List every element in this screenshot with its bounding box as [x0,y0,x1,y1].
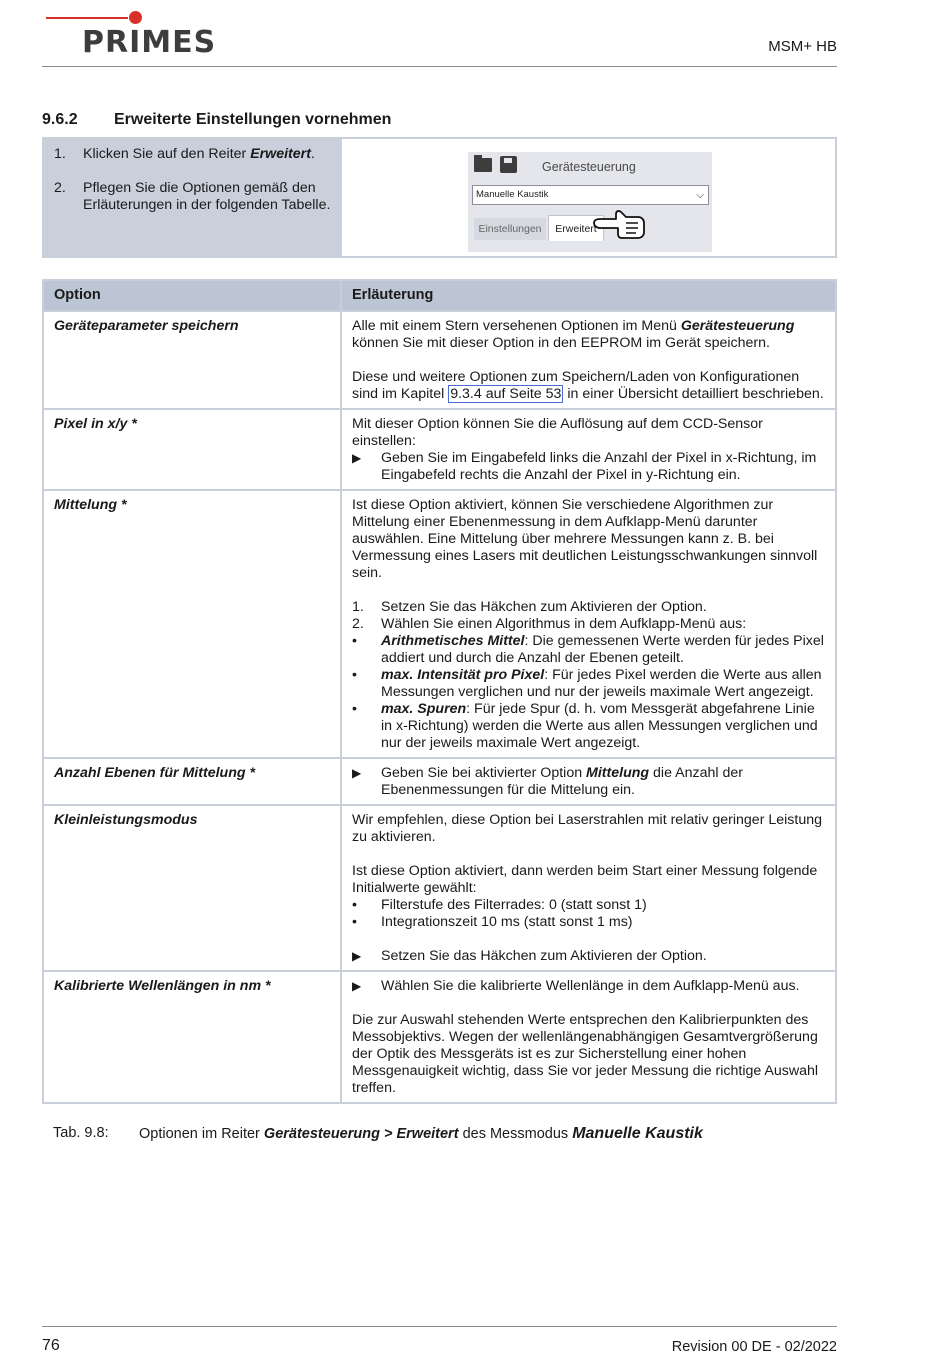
options-table [42,279,837,1104]
page-number: 76 [42,1337,60,1354]
instruction-box [42,137,837,258]
page-header [42,0,837,68]
instruction-step-1: 1. Klicken Sie auf den Reiter Erweitert. [54,146,315,162]
action-arrow-icon: ▶ [352,979,362,993]
bullet-item: • max. Intensität pro Pixel: Für jedes Pixel werden die Werte aus allen Messungen verglichen und nur der jeweils maximale Wert angezeigt. [352,667,822,700]
screenshot-panel [342,139,835,256]
chapter-link[interactable]: 9.3.4 auf Seite 53 [450,386,562,402]
section-number: 9.6.2 [42,111,78,128]
option-name: Kleinleistungsmodus [43,805,341,971]
bullet-item: • max. Spuren: Für jede Spur (d. h. vom Messgerät abgefahrene Linie in x-Richtung) werden die Werte aus allen Messungen verglichen und nur der jeweils maximale Wert angezeigt. [352,701,818,751]
bullet-item: • Integrationszeit 10 ms (statt sonst 1 ms) [352,914,633,930]
numbered-step: 2. Wählen Sie einen Algorithmus in dem Aufklapp-Menü aus: [352,616,747,632]
header-divider [42,66,837,67]
action-arrow-icon: ▶ [352,949,362,963]
tab-settings[interactable]: Einstellungen [474,218,546,240]
option-name: Kalibrierte Wellenlängen in nm * [43,971,341,1103]
option-explanation: ▶ Wählen Sie die kalibrierte Wellenlänge in dem Aufklapp-Menü aus. Die zur Auswahl stehenden Werte entsprechen den Kalibrierpunkten des Messobjektivs. Wegen der wellenlängenabhängigen Gesamtvergrößerung der Optik des Messgeräts ist es zur Sicherstellung einer hohen Messgenauigkeit wichtig, dass Sie vor jeder Messung die richtige Auswahl treffen. [341,971,836,1103]
device-control-title: Gerätesteuerung [542,160,636,174]
revision-info: Revision 00 DE - 02/2022 [671,1339,837,1355]
option-explanation [341,758,836,805]
action-arrow-icon: ▶ [352,451,362,465]
table-row [43,311,836,409]
product-name: MSM+ HB [768,38,837,55]
action-item: ▶ Wählen Sie die kalibrierte Wellenlänge in dem Aufklapp-Menü aus. [352,978,800,994]
logo-dot-icon [129,11,142,24]
instruction-steps [44,139,342,256]
table-row [43,758,836,805]
option-name: Pixel in x/y * [43,409,341,490]
logo-text: PRIMES [82,25,217,60]
table-row [43,409,836,490]
caption-label: Tab. 9.8: [53,1125,109,1141]
primes-logo [46,8,226,58]
measurement-mode-select[interactable]: Manuelle Kaustik ⌵ [472,185,709,205]
option-name: Geräteparameter speichern [43,311,341,409]
bullet-icon: • [352,701,357,717]
table-row [43,971,836,1103]
save-icon[interactable] [500,156,517,173]
instruction-step-2: 2. Pflegen Sie die Optionen gemäß den Erläuterungen in der folgenden Tabelle. [54,180,331,213]
table-row [43,490,836,758]
bullet-icon: • [352,914,357,930]
action-item: ▶ Geben Sie im Eingabefeld links die Anzahl der Pixel in x-Richtung, im Eingabefeld rechts die Anzahl der Pixel in y-Richtung ein. [352,450,817,483]
section-title [42,111,391,128]
action-arrow-icon: ▶ [352,766,362,780]
chevron-down-icon: ⌵ [696,190,704,201]
bullet-item: • Arithmetisches Mittel: Die gemessenen Werte werden für jedes Pixel addiert und durch die Anzahl der Ebenen geteilt. [352,633,824,666]
tab-name-emphasis: Erweitert [250,146,311,162]
option-explanation: Ist diese Option aktiviert, können Sie verschiedene Algorithmen zur Mittelung einer Ebenenmessung in dem Aufklapp-Menü darunter auswählen. Eine Mittelung über mehrere Messungen kann z. B. bei Vermessung eines Lasers mit deutlichen Leistungsschwankungen sinnvoll sein. 1. Setzen Sie das Häkchen zum Aktivieren der Option. 2. Wählen Sie einen Algorithmus in dem Aufklapp-Menü aus: • Arithmetisches Mittel: Die gemessenen Werte werden für jedes Pixel addiert und durch die Anzahl der Ebenen geteilt. • max. Intensität pro Pixel: Für jedes Pixel werden die Werte aus allen Messungen verglichen und nur der jeweils maximale Wert angezeigt. • max. Spuren: Für jede Spur (d. h. vom Messgerät abgefahrene Linie in x-Richtung) werden die Werte aus allen Messungen verglichen und nur der jeweils maximale Wert angezeigt. [341,490,836,758]
option-explanation: Wir empfehlen, diese Option bei Laserstrahlen mit relativ geringer Leistung zu aktivieren. Ist diese Option aktiviert, dann werden beim Start einer Messung folgende Initialwerte gewählt: • Filterstufe des Filterrades: 0 (statt sonst 1) • Integrationszeit 10 ms (statt sonst 1 ms) ▶ Setzen Sie das Häkchen zum Aktivieren der Option. [341,805,836,971]
option-explanation: Mit dieser Option können Sie die Auflösung auf dem CCD-Sensor einstellen: ▶ Geben Sie im Eingabefeld links die Anzahl der Pixel in x-Richtung, im Eingabefeld rechts die Anzahl der Pixel in y-Richtung ein. [341,409,836,490]
bullet-icon: • [352,633,357,649]
action-item: ▶ Setzen Sie das Häkchen zum Aktivieren der Option. [352,948,707,964]
footer-divider [42,1326,837,1327]
section-heading: Erweiterte Einstellungen vornehmen [114,111,392,128]
table-row [43,805,836,971]
tab-advanced[interactable]: Erweitert [548,215,604,241]
action-item: ▶ Geben Sie bei aktivierter Option Mittelung die Anzahl der Ebenenmessungen für die Mittelung ein. [352,765,743,798]
numbered-step: 1. Setzen Sie das Häkchen zum Aktivieren der Option. [352,599,707,615]
table-header-row [43,280,836,311]
folder-open-icon[interactable] [474,158,492,172]
option-explanation: Alle mit einem Stern versehenen Optionen im Menü Gerätesteuerung können Sie mit dieser Option in den EEPROM im Gerät speichern. Diese und weitere Optionen zum Speichern/Laden von Konfigurationen sind im Kapitel 9.3.4 auf Seite 53 in einer Übersicht detailliert beschrieben. [341,311,836,409]
table-caption: Tab. 9.8: Optionen im Reiter Gerätesteuerung > Erweitert des Messmodus Manuelle Kaustik [53,1125,703,1142]
pointing-hand-icon [592,206,646,240]
column-header-option: Option [43,280,341,311]
option-name: Mittelung * [43,490,341,758]
logo-line [46,17,128,19]
bullet-item: • Filterstufe des Filterrades: 0 (statt sonst 1) [352,897,647,913]
device-control-screenshot [468,152,712,252]
bullet-icon: • [352,667,357,683]
option-name: Anzahl Ebenen für Mittelung * [43,758,341,805]
bullet-icon: • [352,897,357,913]
column-header-explanation: Erläuterung [341,280,836,311]
